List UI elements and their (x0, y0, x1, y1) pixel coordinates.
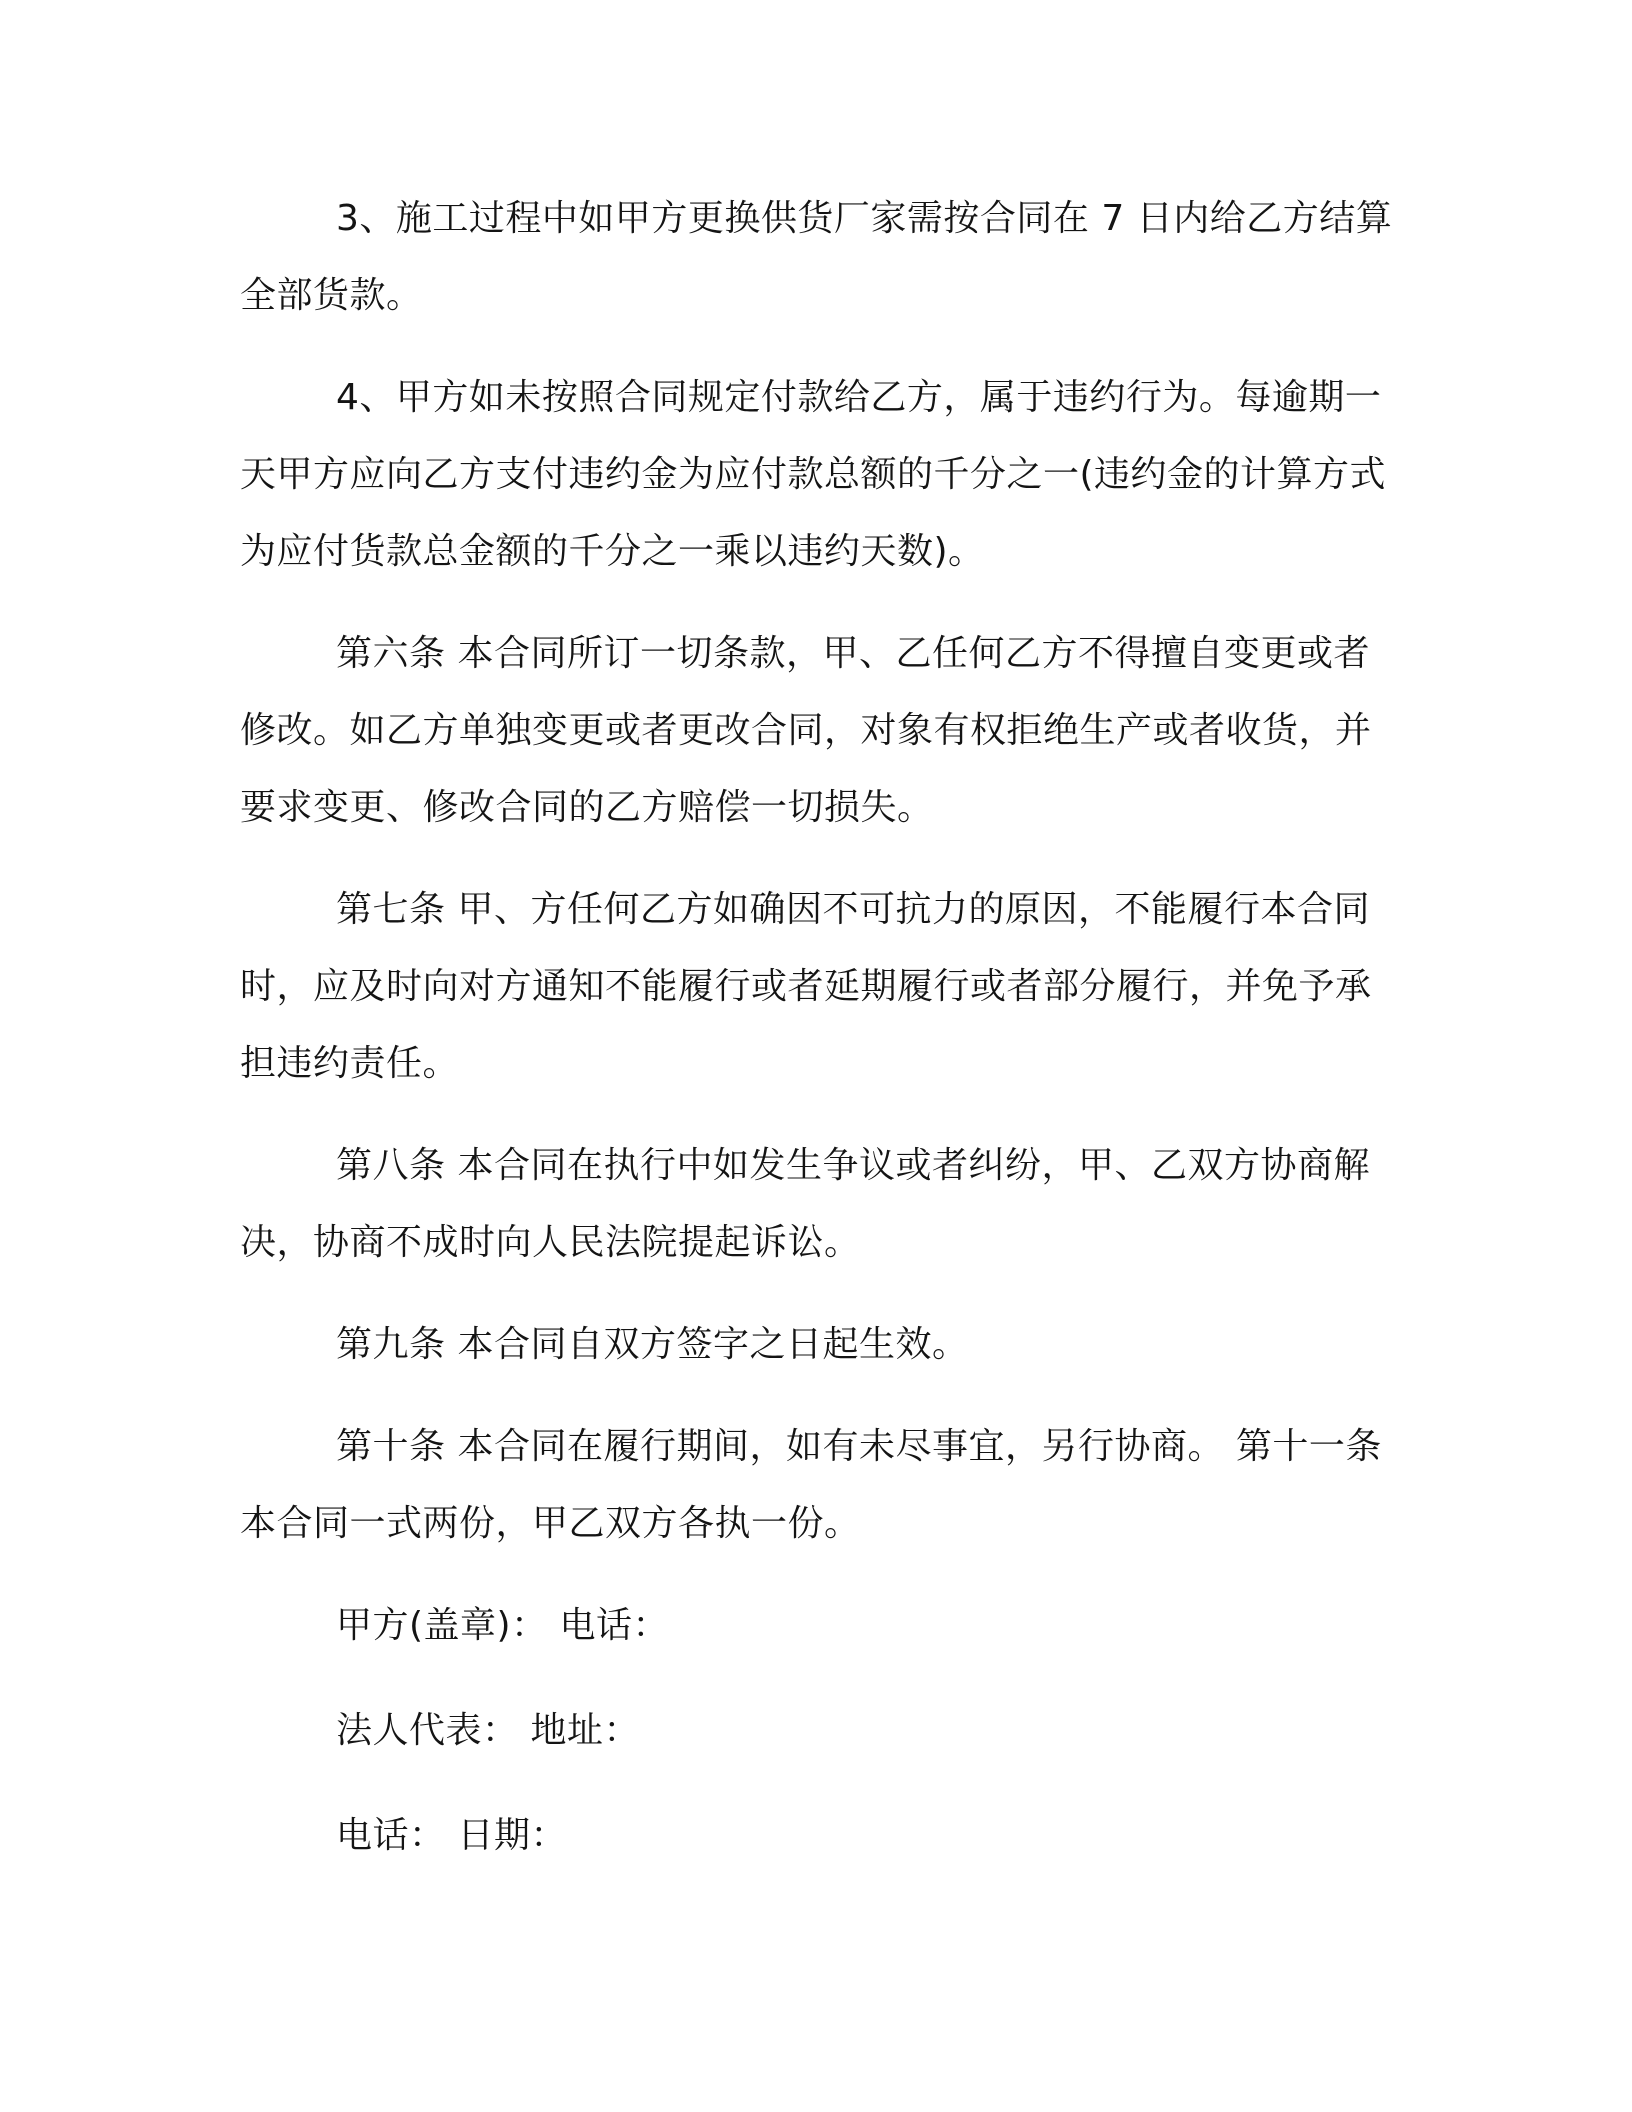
document-body (240, 180, 1400, 1902)
article-8-paragraph: 第八条 本合同在执行中如发生争议或者纠纷，甲、乙双方协商解决，协商不成时向人民法院提起诉讼。 (240, 1145, 1370, 1263)
article-7-paragraph: 第七条 甲、方任何乙方如确因不可抗力的原因，不能履行本合同时，应及时向对方通知不能履行或者延期履行或者部分履行，并免予承担违约责任。 (240, 889, 1372, 1084)
article-9-paragraph: 第九条 本合同自双方签字之日起生效。 (336, 1324, 969, 1365)
party-a-signature-line: 甲方(盖章)： 电话： (336, 1605, 670, 1646)
clause-3-paragraph: 3、施工过程中如甲方更换供货厂家需按合同在 7 日内给乙方结算全部货款。 (240, 198, 1393, 316)
phone-date-signature-line: 电话： 日期： (336, 1815, 567, 1856)
clause-4-paragraph: 4、甲方如未按照合同规定付款给乙方，属于违约行为。每逾期一天甲方应向乙方支付违约金为应付款总额的千分之一(违约金的计算方式为应付货款总金额的千分之一乘以违约天数)。 (240, 377, 1387, 572)
article-10-11-paragraph: 第十条 本合同在履行期间，如有未尽事宜，另行协商。 第十一条 本合同一式两份，甲乙双方各执一份。 (240, 1426, 1382, 1544)
legal-rep-signature-line: 法人代表： 地址： (336, 1710, 640, 1751)
article-6-paragraph: 第六条 本合同所订一切条款，甲、乙任何乙方不得擅自变更或者修改。如乙方单独变更或者更改合同，对象有权拒绝生产或者收货，并要求变更、修改合同的乙方赔偿一切损失。 (240, 633, 1372, 828)
